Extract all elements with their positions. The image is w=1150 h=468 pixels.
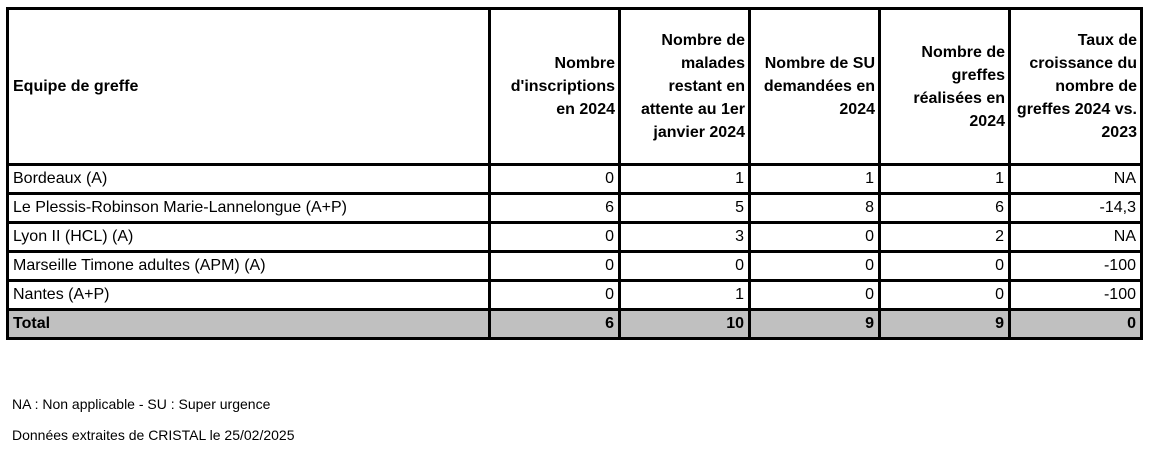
total-growth-rate: 0 (1010, 310, 1142, 339)
cell-team: Bordeaux (A) (8, 165, 490, 194)
table-header-row (8, 9, 1142, 165)
table-row (8, 281, 1142, 310)
cell-team: Lyon II (HCL) (A) (8, 223, 490, 252)
cell-transplants: 0 (880, 252, 1010, 281)
header-growth-rate: Taux de croissance du nombre de greffes 2024 vs. 2023 (1010, 9, 1142, 165)
cell-registrations: 6 (490, 194, 620, 223)
cell-growth-rate: -100 (1010, 281, 1142, 310)
total-registrations: 6 (490, 310, 620, 339)
transplant-team-table (6, 7, 1143, 340)
total-label: Total (8, 310, 490, 339)
source-note: Données extraites de CRISTAL le 25/02/2025 (12, 427, 295, 443)
table-row (8, 223, 1142, 252)
cell-growth-rate: NA (1010, 165, 1142, 194)
cell-team: Nantes (A+P) (8, 281, 490, 310)
cell-waiting: 5 (620, 194, 750, 223)
cell-transplants: 1 (880, 165, 1010, 194)
cell-registrations: 0 (490, 281, 620, 310)
cell-growth-rate: -14,3 (1010, 194, 1142, 223)
total-transplants: 9 (880, 310, 1010, 339)
header-team: Equipe de greffe (8, 9, 490, 165)
abbreviations-note: NA : Non applicable - SU : Super urgence (12, 396, 271, 412)
cell-waiting: 3 (620, 223, 750, 252)
cell-waiting: 1 (620, 281, 750, 310)
cell-waiting: 0 (620, 252, 750, 281)
cell-super-urgency: 8 (750, 194, 880, 223)
cell-growth-rate: NA (1010, 223, 1142, 252)
total-super-urgency: 9 (750, 310, 880, 339)
header-registrations: Nombre d'inscriptions en 2024 (490, 9, 620, 165)
total-waiting: 10 (620, 310, 750, 339)
cell-registrations: 0 (490, 165, 620, 194)
header-transplants: Nombre de greffes réalisées en 2024 (880, 9, 1010, 165)
cell-super-urgency: 0 (750, 223, 880, 252)
table-row (8, 194, 1142, 223)
cell-super-urgency: 1 (750, 165, 880, 194)
table-total-row (8, 310, 1142, 339)
cell-registrations: 0 (490, 223, 620, 252)
cell-transplants: 0 (880, 281, 1010, 310)
cell-registrations: 0 (490, 252, 620, 281)
cell-team: Marseille Timone adultes (APM) (A) (8, 252, 490, 281)
header-super-urgency: Nombre de SU demandées en 2024 (750, 9, 880, 165)
cell-growth-rate: -100 (1010, 252, 1142, 281)
cell-waiting: 1 (620, 165, 750, 194)
cell-transplants: 6 (880, 194, 1010, 223)
header-waiting-patients: Nombre de malades restant en attente au 1er janvier 2024 (620, 9, 750, 165)
table-row (8, 252, 1142, 281)
cell-team: Le Plessis-Robinson Marie-Lannelongue (A+P) (8, 194, 490, 223)
cell-super-urgency: 0 (750, 252, 880, 281)
cell-transplants: 2 (880, 223, 1010, 252)
table-row (8, 165, 1142, 194)
cell-super-urgency: 0 (750, 281, 880, 310)
